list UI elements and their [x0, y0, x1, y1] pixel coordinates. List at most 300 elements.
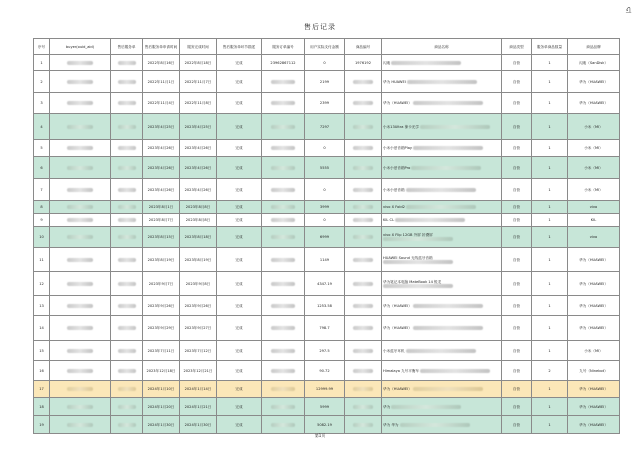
- cell-type: [502, 93, 532, 114]
- done-time-text: 2023年7月12日: [184, 348, 212, 353]
- cell-brand: [568, 140, 620, 157]
- status-text: 完成: [235, 235, 243, 239]
- redacted-value: [413, 326, 483, 330]
- brand-text: 小米（MI）: [584, 124, 603, 129]
- name-text: HUAWEI Sound 无线蓝牙音箱: [383, 255, 433, 260]
- done-time-text: 2023年8月19日: [184, 257, 212, 262]
- cell-done-time: [180, 71, 217, 93]
- status-text: 完成: [235, 422, 243, 427]
- cell-qty: [532, 361, 568, 381]
- cell-type: [502, 227, 532, 248]
- redacted-value: [118, 166, 136, 170]
- redacted-value: [353, 423, 373, 427]
- cell-qty: [532, 398, 568, 416]
- cell-sku: [345, 55, 382, 71]
- status-text: 完成: [235, 187, 243, 192]
- cell-qty: [532, 272, 568, 296]
- redacted-value: [420, 125, 490, 129]
- amount-text: 2399: [319, 101, 330, 105]
- cell-brand: [568, 71, 620, 93]
- done-time-text: 2024年1月21日: [184, 404, 212, 409]
- cell-order-no: [262, 416, 305, 434]
- cell-status: [217, 157, 262, 179]
- cell-redacted: [50, 157, 111, 179]
- cell-no: [34, 416, 50, 434]
- cell-brand: [568, 114, 620, 140]
- cell-amount: [305, 341, 345, 361]
- type-text: 自营: [512, 79, 521, 84]
- redacted-value: [271, 387, 295, 391]
- cell-sku: [345, 381, 382, 398]
- cell-amount: [305, 296, 345, 316]
- no-text: 4: [40, 124, 43, 129]
- qty-text: 1: [548, 348, 551, 353]
- redacted-value: [353, 258, 373, 262]
- done-time-text: 2023年9月27日: [184, 326, 212, 330]
- no-text: 2: [40, 79, 43, 84]
- qty-text: 1: [548, 146, 551, 150]
- cell-order-no: [262, 157, 305, 179]
- redacted-value: [67, 326, 93, 330]
- type-text: 自营: [512, 326, 521, 330]
- column-header: buyer(ouid_aid): [50, 39, 111, 55]
- table-row: [34, 179, 620, 201]
- cell-redacted: [50, 272, 111, 296]
- name-text: 华为（HUAWEI）: [383, 326, 412, 330]
- type-text: 自营: [512, 205, 521, 209]
- amount-text: 1253.58: [317, 303, 332, 308]
- redacted-value: [271, 405, 295, 409]
- no-text: 19: [39, 422, 44, 427]
- cell-name: [382, 381, 502, 398]
- apply-time-text: 2023年9月26日: [147, 303, 175, 308]
- redacted-value: [353, 326, 373, 330]
- cell-brand: [568, 316, 620, 341]
- no-text: 6: [40, 165, 43, 170]
- cell-brand: [568, 179, 620, 201]
- status-text: 完成: [235, 218, 243, 222]
- redacted-value: [67, 205, 93, 209]
- cell-apply-time: [143, 398, 180, 416]
- qty-text: 1: [548, 187, 551, 192]
- cell-no: [34, 381, 50, 398]
- redacted-value: [353, 125, 373, 129]
- qty-text: 1: [548, 303, 551, 308]
- done-time-text: 2024年1月30日: [184, 422, 212, 427]
- redacted-value: [383, 237, 453, 241]
- table-row: [34, 398, 620, 416]
- name-text: 小米13Ultra 徕卡光学: [383, 124, 419, 129]
- done-time-text: 2023年9月8日: [185, 281, 211, 286]
- cell-type: [502, 214, 532, 227]
- redacted-value: [420, 369, 490, 373]
- redacted-value: [413, 387, 483, 391]
- cell-type: [502, 361, 532, 381]
- status-text: 完成: [235, 303, 243, 308]
- cell-redacted: [50, 179, 111, 201]
- cell-no: [34, 93, 50, 114]
- qty-text: 1: [548, 79, 551, 84]
- qty-text: 1: [548, 205, 551, 209]
- cell-order-no: [262, 316, 305, 341]
- cell-order-no: [262, 179, 305, 201]
- cell-done-time: [180, 114, 217, 140]
- redacted-value: [353, 188, 373, 192]
- table-row: [34, 114, 620, 140]
- apply-time-text: 2024年1月30日: [147, 422, 175, 427]
- cell-redacted: [111, 416, 143, 434]
- amount-text: 2199: [319, 79, 330, 84]
- done-time-text: 2023年8月8日: [185, 218, 211, 222]
- redacted-value: [271, 80, 295, 84]
- cell-done-time: [180, 227, 217, 248]
- cell-status: [217, 248, 262, 272]
- cell-qty: [532, 201, 568, 214]
- redacted-value: [271, 349, 295, 353]
- cell-no: [34, 114, 50, 140]
- name-text: 华为 HUAWEI: [383, 79, 406, 84]
- cell-done-time: [180, 179, 217, 201]
- redacted-value: [413, 101, 483, 105]
- type-text: 自营: [512, 303, 521, 308]
- cell-status: [217, 214, 262, 227]
- redacted-value: [271, 304, 295, 308]
- redacted-value: [353, 80, 373, 84]
- redacted-value: [413, 146, 483, 150]
- cell-order-no: [262, 248, 305, 272]
- redacted-value: [271, 166, 295, 170]
- cell-type: [502, 316, 532, 341]
- cell-apply-time: [143, 71, 180, 93]
- apply-time-text: 2024年1月20日: [147, 404, 175, 409]
- name-text: 小米小爱音箱Play: [383, 146, 413, 150]
- cell-sku: [345, 201, 382, 214]
- brand-text: 小米（MI）: [584, 165, 603, 170]
- cell-brand: [568, 398, 620, 416]
- apply-time-text: 2022年8月16日: [147, 60, 175, 65]
- redacted-value: [118, 101, 136, 105]
- cell-brand: [568, 93, 620, 114]
- redacted-value: [67, 304, 93, 308]
- column-header: 售后服务单申请时间: [143, 39, 180, 55]
- qty-text: 1: [548, 235, 551, 239]
- no-text: 7: [40, 187, 43, 192]
- page-title: 售后记录: [304, 23, 336, 31]
- cell-status: [217, 398, 262, 416]
- redacted-value: [118, 387, 136, 391]
- cell-no: [34, 316, 50, 341]
- cell-order-no: [262, 201, 305, 214]
- table-row: [34, 416, 620, 434]
- no-text: 15: [39, 348, 44, 353]
- cell-name: [382, 71, 502, 93]
- cell-redacted: [111, 316, 143, 341]
- table-row: [34, 227, 620, 248]
- column-header: 用户实际支付金额: [305, 39, 345, 55]
- redacted-value: [118, 188, 136, 192]
- cell-no: [34, 214, 50, 227]
- cell-qty: [532, 55, 568, 71]
- cell-redacted: [50, 248, 111, 272]
- redacted-value: [411, 166, 481, 170]
- cell-name: [382, 272, 502, 296]
- cell-type: [502, 55, 532, 71]
- cell-brand: [568, 248, 620, 272]
- redacted-value: [118, 349, 136, 353]
- cell-brand: [568, 227, 620, 248]
- cell-order-no: [262, 361, 305, 381]
- redacted-value: [271, 218, 295, 222]
- cell-type: [502, 248, 532, 272]
- redacted-value: [118, 125, 136, 129]
- cell-name: [382, 398, 502, 416]
- cell-qty: [532, 140, 568, 157]
- cell-no: [34, 227, 50, 248]
- brand-text: 华为（HUAWEI）: [579, 422, 608, 427]
- done-time-text: 2023年9月26日: [184, 303, 212, 308]
- table-row: [34, 140, 620, 157]
- cell-done-time: [180, 361, 217, 381]
- redacted-value: [271, 282, 295, 286]
- column-header: 序号: [34, 39, 50, 55]
- type-text: 自营: [512, 165, 521, 170]
- cell-amount: [305, 157, 345, 179]
- amount-text: 0: [323, 218, 326, 222]
- cell-amount: [305, 114, 345, 140]
- redacted-value: [353, 405, 373, 409]
- cell-name: [382, 201, 502, 214]
- cell-sku: [345, 248, 382, 272]
- name-text: 闪迪: [383, 60, 391, 65]
- redacted-value: [67, 405, 93, 409]
- amount-text: 12999.99: [315, 387, 334, 391]
- type-text: 自营: [512, 387, 521, 391]
- cell-type: [502, 157, 532, 179]
- table-row: [34, 381, 620, 398]
- qty-text: 2: [548, 368, 551, 373]
- cell-done-time: [180, 93, 217, 114]
- cell-apply-time: [143, 157, 180, 179]
- cell-brand: [568, 272, 620, 296]
- brand-text: 华为（HUAWEI）: [579, 387, 608, 391]
- brand-text: 九号（Ninebot）: [579, 368, 608, 373]
- cell-type: [502, 71, 532, 93]
- brand-text: 小米（MI）: [584, 146, 603, 150]
- no-text: 8: [40, 205, 43, 209]
- done-time-text: 2023年12月21日: [183, 368, 213, 373]
- cell-no: [34, 272, 50, 296]
- type-text: 自营: [512, 101, 521, 105]
- cell-name: [382, 179, 502, 201]
- no-text: 10: [39, 235, 44, 239]
- cell-redacted: [111, 71, 143, 93]
- status-text: 完成: [235, 146, 243, 150]
- redacted-value: [67, 80, 93, 84]
- cell-order-no: [262, 227, 305, 248]
- cell-type: [502, 416, 532, 434]
- apply-time-text: 2023年7月11日: [147, 348, 175, 353]
- cell-amount: [305, 316, 345, 341]
- cell-no: [34, 71, 50, 93]
- done-time-text: 2023年8月8日: [185, 205, 211, 209]
- column-header: 售后服务单环节描述: [217, 39, 262, 55]
- status-text: 完成: [235, 368, 243, 373]
- amount-text: 0: [323, 146, 326, 150]
- cell-done-time: [180, 140, 217, 157]
- cell-name: [382, 214, 502, 227]
- cell-type: [502, 381, 532, 398]
- brand-text: 华为（HUAWEI）: [579, 404, 608, 409]
- done-time-text: 2022年11月7日: [184, 79, 212, 84]
- cell-order-no: [262, 71, 305, 93]
- redacted-value: [118, 235, 136, 239]
- redacted-value: [383, 284, 453, 288]
- cell-qty: [532, 296, 568, 316]
- cell-status: [217, 272, 262, 296]
- column-header: 商品类型: [502, 39, 532, 55]
- apply-time-text: 2022年11月4日: [147, 101, 175, 105]
- cell-done-time: [180, 157, 217, 179]
- redacted-value: [353, 205, 373, 209]
- cell-redacted: [50, 55, 111, 71]
- cell-apply-time: [143, 179, 180, 201]
- redacted-value: [271, 188, 295, 192]
- amount-text: 7297: [319, 124, 330, 129]
- cell-status: [217, 416, 262, 434]
- cell-apply-time: [143, 214, 180, 227]
- brand-text: 闪迪（SanDisk）: [579, 60, 608, 65]
- cell-sku: [345, 398, 382, 416]
- type-text: 自营: [512, 124, 521, 129]
- cell-qty: [532, 93, 568, 114]
- amount-text: 1149: [319, 257, 330, 262]
- cell-apply-time: [143, 114, 180, 140]
- redacted-value: [118, 326, 136, 330]
- cell-redacted: [50, 416, 111, 434]
- table-row: [34, 361, 620, 381]
- done-time-text: 2023年4月26日: [184, 146, 212, 150]
- redacted-value: [391, 405, 461, 409]
- amount-text: 0: [323, 187, 326, 192]
- cell-no: [34, 341, 50, 361]
- cell-redacted: [50, 227, 111, 248]
- cell-apply-time: [143, 272, 180, 296]
- cell-redacted: [50, 341, 111, 361]
- qty-text: 1: [548, 124, 551, 129]
- cell-status: [217, 55, 262, 71]
- cell-sku: [345, 341, 382, 361]
- cell-qty: [532, 248, 568, 272]
- redacted-value: [118, 258, 136, 262]
- cell-apply-time: [143, 55, 180, 71]
- cell-redacted: [50, 214, 111, 227]
- table-row: [34, 157, 620, 179]
- cell-redacted: [111, 341, 143, 361]
- cell-status: [217, 201, 262, 214]
- cell-redacted: [111, 114, 143, 140]
- cell-name: [382, 140, 502, 157]
- cell-name: [382, 248, 502, 272]
- cell-amount: [305, 272, 345, 296]
- redacted-value: [395, 218, 465, 222]
- table-row: [34, 201, 620, 214]
- cell-sku: [345, 71, 382, 93]
- cell-no: [34, 179, 50, 201]
- redacted-value: [271, 146, 295, 150]
- cell-brand: [568, 361, 620, 381]
- redacted-value: [271, 258, 295, 262]
- cell-redacted: [50, 296, 111, 316]
- cell-amount: [305, 227, 345, 248]
- type-text: 自营: [512, 404, 521, 409]
- cell-name: [382, 55, 502, 71]
- status-text: 完成: [235, 326, 243, 330]
- cell-order-no: [262, 296, 305, 316]
- redacted-value: [67, 349, 93, 353]
- type-text: 自营: [512, 146, 521, 150]
- amount-text: 5999: [319, 404, 330, 409]
- redacted-value: [118, 282, 136, 286]
- done-time-text: 2023年4月26日: [184, 187, 212, 192]
- cell-brand: [568, 381, 620, 398]
- qty-text: 1: [548, 422, 551, 427]
- status-text: 完成: [235, 387, 243, 391]
- redacted-value: [406, 188, 476, 192]
- redacted-value: [271, 423, 295, 427]
- redacted-value: [353, 304, 373, 308]
- cell-sku: [345, 157, 382, 179]
- redacted-value: [413, 304, 483, 308]
- cell-redacted: [50, 316, 111, 341]
- apply-time-text: 2023年9月29日: [147, 326, 175, 330]
- cell-brand: [568, 157, 620, 179]
- cell-type: [502, 114, 532, 140]
- redacted-value: [271, 125, 295, 129]
- apply-time-text: 2023年8月19日: [147, 257, 175, 262]
- cell-status: [217, 93, 262, 114]
- done-time-text: 2023年4月25日: [184, 124, 212, 129]
- column-header: 商品品牌: [568, 39, 620, 55]
- redacted-value: [67, 369, 93, 373]
- cell-brand: [568, 341, 620, 361]
- type-text: 自营: [512, 422, 521, 427]
- cell-apply-time: [143, 316, 180, 341]
- redacted-value: [353, 387, 373, 391]
- done-time-text: 2023年8月18日: [184, 235, 212, 239]
- amount-text: 798.7: [319, 326, 330, 330]
- cell-done-time: [180, 248, 217, 272]
- amount-text: 90.72: [319, 368, 330, 373]
- redacted-value: [271, 205, 295, 209]
- redacted-value: [271, 101, 295, 105]
- redacted-value: [353, 146, 373, 150]
- cell-amount: [305, 179, 345, 201]
- cell-type: [502, 201, 532, 214]
- amount-text: 4347.19: [317, 281, 332, 286]
- cell-amount: [305, 361, 345, 381]
- cell-done-time: [180, 416, 217, 434]
- redacted-value: [118, 304, 136, 308]
- brand-text: 华为（HUAWEI）: [579, 101, 608, 105]
- cell-apply-time: [143, 361, 180, 381]
- name-text: 华为（HUAWEI）: [383, 303, 412, 308]
- cell-done-time: [180, 55, 217, 71]
- name-text: 小米小爱音箱Pro: [383, 165, 411, 170]
- cell-name: [382, 341, 502, 361]
- cell-order-no: [262, 93, 305, 114]
- cell-redacted: [111, 157, 143, 179]
- no-text: 16: [39, 368, 44, 373]
